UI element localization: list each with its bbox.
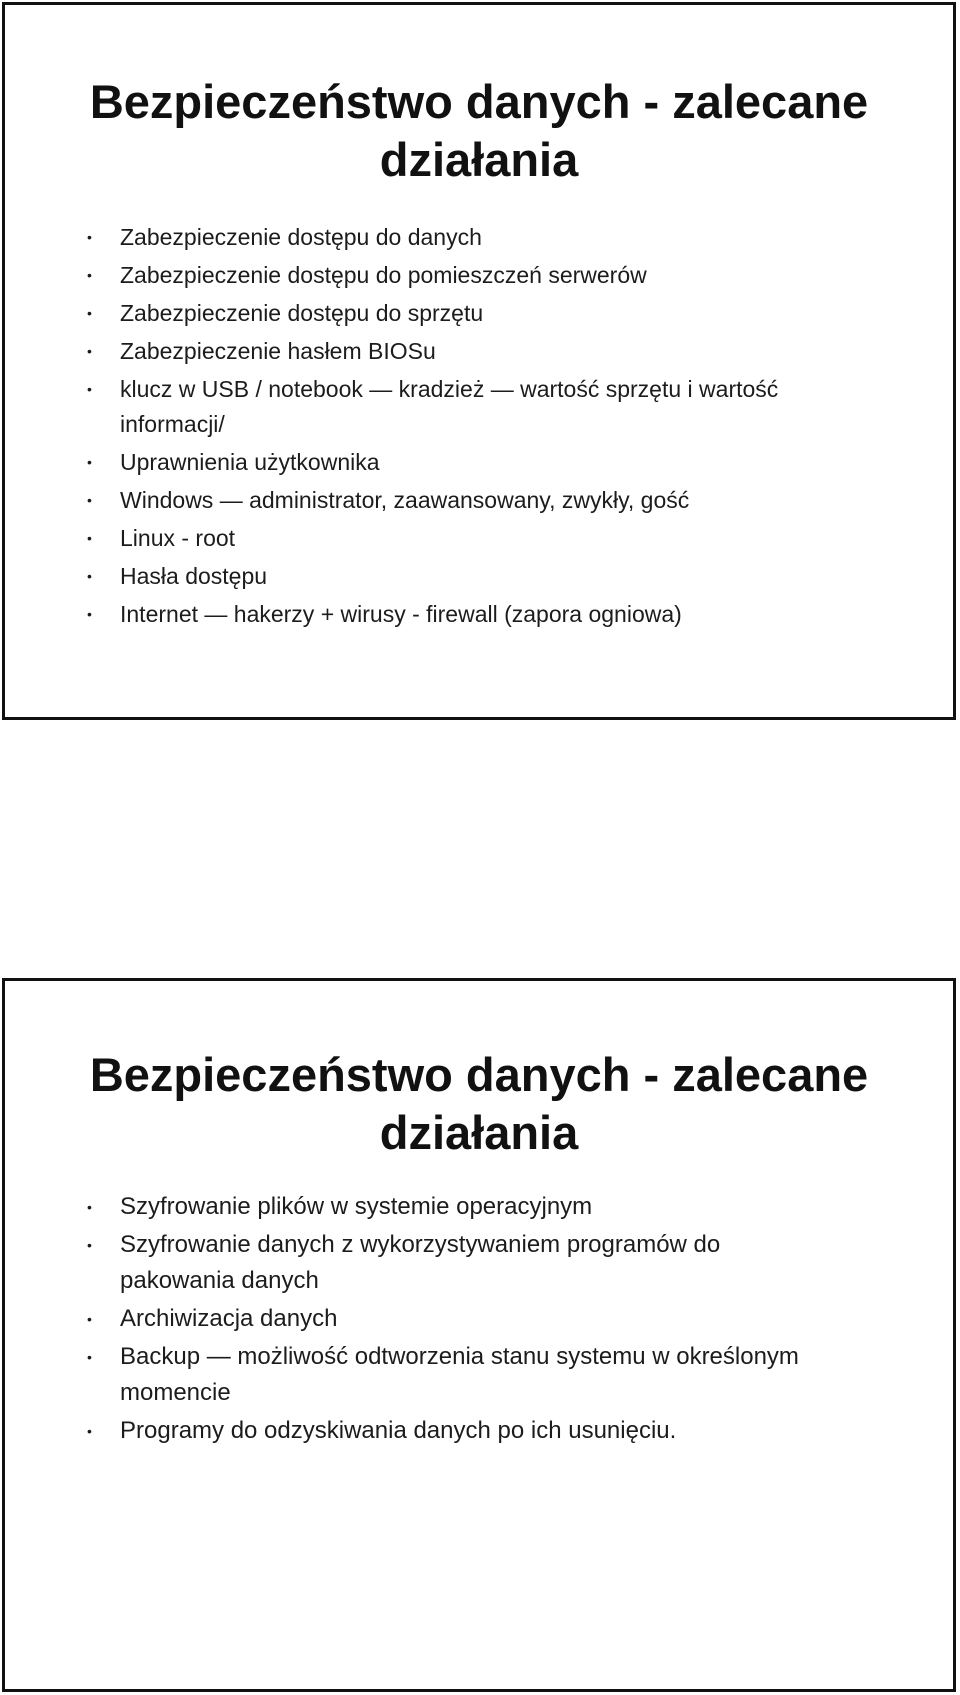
- bullet-icon: •: [87, 1199, 92, 1215]
- bullet-text: Zabezpieczenie dostępu do danych: [120, 224, 482, 250]
- bullet-text: Uprawnienia użytkownika: [120, 449, 380, 475]
- bullet-icon: •: [87, 1423, 92, 1439]
- bullet-text: Zabezpieczenie dostępu do sprzętu: [120, 300, 484, 326]
- slide-1-title-line-2: działania: [379, 133, 579, 186]
- bullet-item: [5, 483, 840, 518]
- bullet-text: Archiwizacja danych: [120, 1305, 338, 1332]
- bullet-icon: •: [87, 381, 92, 397]
- slide-2: [2, 978, 956, 1692]
- bullet-text: Szyfrowanie plików w systemie operacyjnym: [120, 1193, 593, 1220]
- bullet-icon: •: [87, 229, 92, 245]
- bullet-icon: •: [87, 1349, 92, 1365]
- bullet-item: [5, 1339, 840, 1411]
- slide-1: [2, 2, 956, 720]
- bullet-item: [5, 597, 840, 632]
- bullet-text: Zabezpieczenie dostępu do pomieszczeń serwerów: [120, 262, 647, 288]
- bullet-icon: •: [87, 267, 92, 283]
- bullet-icon: •: [87, 343, 92, 359]
- slide-1-bullet-list: [5, 220, 840, 635]
- bullet-icon: •: [87, 530, 92, 546]
- bullet-item: [5, 372, 840, 442]
- bullet-item: [5, 1413, 840, 1449]
- bullet-icon: •: [87, 1237, 92, 1253]
- bullet-text: Hasła dostępu: [120, 563, 268, 589]
- bullet-item: [5, 258, 840, 293]
- bullet-item: [5, 1189, 840, 1225]
- bullet-icon: •: [87, 1311, 92, 1327]
- bullet-text: Linux - root: [120, 525, 236, 551]
- bullet-item: [5, 1227, 840, 1299]
- bullet-text: Internet — hakerzy + wirusy - firewall (zapora ogniowa): [120, 601, 682, 627]
- slide-2-bullet-list: [5, 1189, 840, 1451]
- slide-2-title: [5, 1046, 953, 1162]
- bullet-item: [5, 220, 840, 255]
- slide-1-title: [5, 73, 953, 189]
- bullet-icon: •: [87, 305, 92, 321]
- slide-2-title-line-1: Bezpieczeństwo danych - zalecane: [89, 1048, 869, 1101]
- bullet-text: Windows — administrator, zaawansowany, zwykły, gość: [120, 487, 690, 513]
- bullet-icon: •: [87, 454, 92, 470]
- slide-2-title-line-2: działania: [379, 1106, 579, 1159]
- bullet-item: [5, 334, 840, 369]
- bullet-item: [5, 559, 840, 594]
- bullet-item: [5, 521, 840, 556]
- bullet-text: Szyfrowanie danych z wykorzystywaniem programów do pakowania danych: [120, 1231, 721, 1294]
- bullet-text: Backup — możliwość odtworzenia stanu systemu w określonym momencie: [120, 1343, 799, 1406]
- bullet-icon: •: [87, 492, 92, 508]
- bullet-item: [5, 445, 840, 480]
- bullet-text: klucz w USB / notebook — kradzież — wartość sprzętu i wartość informacji/: [120, 376, 779, 437]
- bullet-text: Zabezpieczenie hasłem BIOSu: [120, 338, 436, 364]
- bullet-item: [5, 1301, 840, 1337]
- bullet-item: [5, 296, 840, 331]
- bullet-text: Programy do odzyskiwania danych po ich usunięciu.: [120, 1417, 677, 1444]
- bullet-icon: •: [87, 606, 92, 622]
- bullet-icon: •: [87, 568, 92, 584]
- slide-1-title-line-1: Bezpieczeństwo danych - zalecane: [89, 75, 869, 128]
